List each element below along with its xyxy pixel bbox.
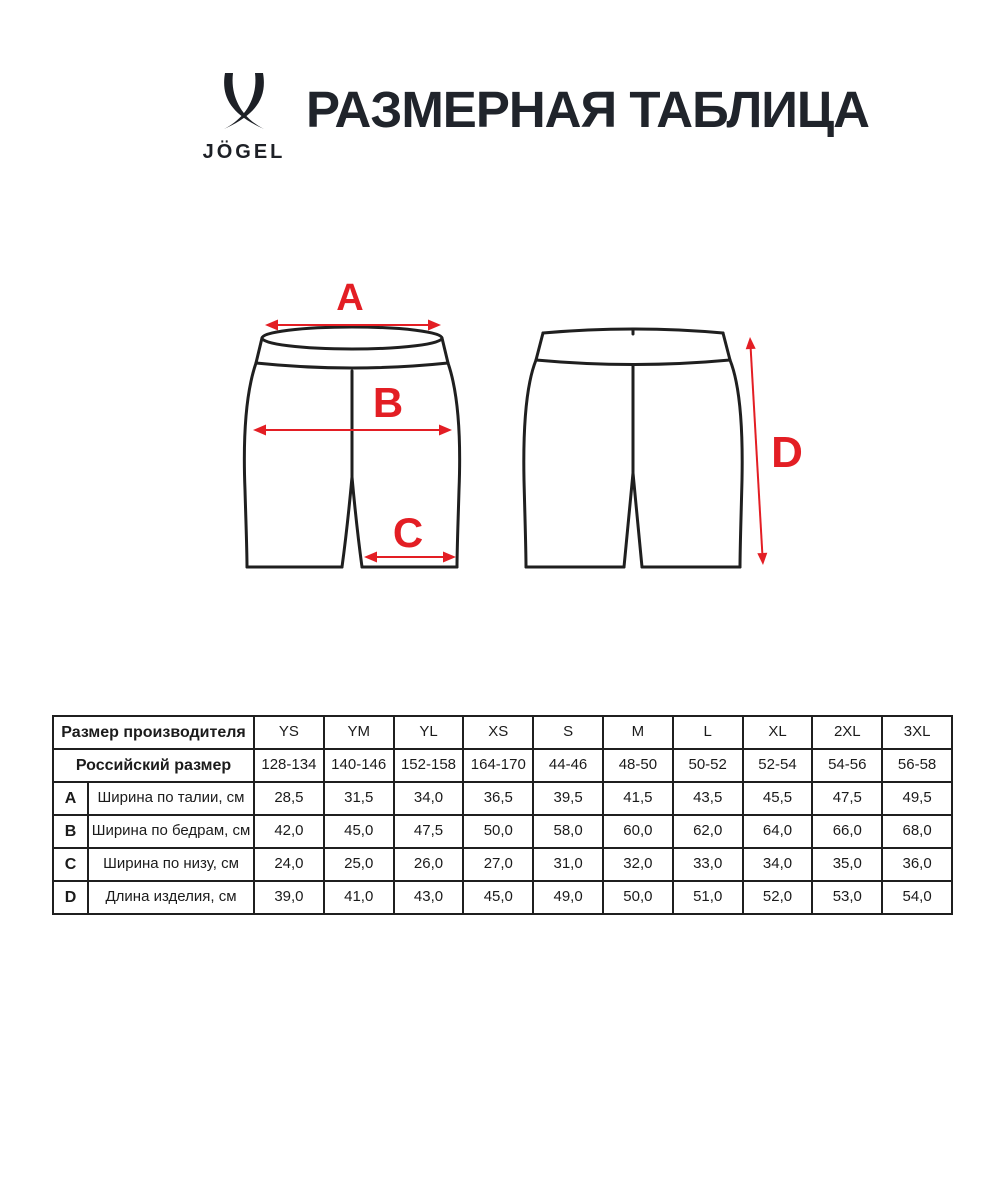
manufacturer-size-header: Размер производителя: [53, 716, 254, 749]
russian-size-header: Российский размер: [53, 749, 254, 782]
value-cell: 45,5: [743, 782, 813, 815]
value-cell: 39,0: [254, 881, 324, 914]
value-cell: 31,5: [324, 782, 394, 815]
size-header-cell: L: [673, 716, 743, 749]
value-cell: 53,0: [812, 881, 882, 914]
table-row-manufacturer-sizes: [53, 716, 952, 749]
size-header-cell: S: [533, 716, 603, 749]
shorts-outlines: [244, 327, 742, 567]
value-cell: 35,0: [812, 848, 882, 881]
value-cell: 45,0: [324, 815, 394, 848]
value-cell: 25,0: [324, 848, 394, 881]
value-cell: 34,0: [394, 782, 464, 815]
size-header-cell: 3XL: [882, 716, 952, 749]
value-cell: 43,0: [394, 881, 464, 914]
table-row-russian-sizes: [53, 749, 952, 782]
value-cell: 34,0: [743, 848, 813, 881]
size-header-cell: YM: [324, 716, 394, 749]
value-cell: 36,5: [463, 782, 533, 815]
russian-size-cell: 164-170: [463, 749, 533, 782]
russian-size-cell: 152-158: [394, 749, 464, 782]
value-cell: 31,0: [533, 848, 603, 881]
value-cell: 33,0: [673, 848, 743, 881]
russian-size-cell: 50-52: [673, 749, 743, 782]
value-cell: 64,0: [743, 815, 813, 848]
value-cell: 49,5: [882, 782, 952, 815]
size-header-cell: XS: [463, 716, 533, 749]
value-cell: 50,0: [463, 815, 533, 848]
param-name-cell: Ширина по бедрам, см: [88, 815, 254, 848]
value-cell: 26,0: [394, 848, 464, 881]
value-cell: 52,0: [743, 881, 813, 914]
value-cell: 68,0: [882, 815, 952, 848]
size-header-cell: YL: [394, 716, 464, 749]
dim-letter-cell: A: [53, 782, 88, 815]
size-header-cell: YS: [254, 716, 324, 749]
value-cell: 62,0: [673, 815, 743, 848]
jogel-logo-icon: [222, 72, 266, 131]
russian-size-cell: 56-58: [882, 749, 952, 782]
value-cell: 39,5: [533, 782, 603, 815]
value-cell: 27,0: [463, 848, 533, 881]
table-row-length: [53, 881, 952, 914]
size-header-cell: 2XL: [812, 716, 882, 749]
param-name-cell: Длина изделия, см: [88, 881, 254, 914]
dim-letter-cell: C: [53, 848, 88, 881]
dim-letter-cell: B: [53, 815, 88, 848]
russian-size-cell: 44-46: [533, 749, 603, 782]
russian-size-cell: 48-50: [603, 749, 673, 782]
jogel-wordmark: JÖGEL: [202, 141, 286, 163]
value-cell: 58,0: [533, 815, 603, 848]
value-cell: 54,0: [882, 881, 952, 914]
value-cell: 50,0: [603, 881, 673, 914]
arrowheads: [253, 320, 767, 566]
value-cell: 45,0: [463, 881, 533, 914]
value-cell: 42,0: [254, 815, 324, 848]
dim-label-d: D: [771, 428, 803, 477]
shorts-measurement-diagram: [0, 270, 998, 610]
value-cell: 47,5: [812, 782, 882, 815]
size-header-cell: M: [603, 716, 673, 749]
dimension-labels: [336, 277, 803, 556]
value-cell: 32,0: [603, 848, 673, 881]
value-cell: 43,5: [673, 782, 743, 815]
dim-label-c: C: [392, 509, 424, 556]
table-row-waist-width: [53, 782, 952, 815]
param-name-cell: Ширина по талии, см: [88, 782, 254, 815]
table-row-hip-width: [53, 815, 952, 848]
value-cell: 51,0: [673, 881, 743, 914]
value-cell: 66,0: [812, 815, 882, 848]
value-cell: 24,0: [254, 848, 324, 881]
value-cell: 36,0: [882, 848, 952, 881]
dim-label-b: B: [372, 379, 404, 426]
russian-size-cell: 54-56: [812, 749, 882, 782]
param-name-cell: Ширина по низу, см: [88, 848, 254, 881]
size-header-cell: XL: [743, 716, 813, 749]
value-cell: 41,0: [324, 881, 394, 914]
dim-letter-cell: D: [53, 881, 88, 914]
dim-label-a: A: [336, 277, 364, 319]
russian-size-cell: 128-134: [254, 749, 324, 782]
russian-size-cell: 140-146: [324, 749, 394, 782]
jogel-logo: [196, 72, 292, 164]
russian-size-cell: 52-54: [743, 749, 813, 782]
value-cell: 60,0: [603, 815, 673, 848]
dimension-arrows: [253, 320, 767, 566]
size-table: [52, 715, 953, 915]
value-cell: 41,5: [603, 782, 673, 815]
value-cell: 28,5: [254, 782, 324, 815]
value-cell: 47,5: [394, 815, 464, 848]
page-title: РАЗМЕРНАЯ ТАБЛИЦА: [306, 81, 870, 138]
table-row-bottom-width: [53, 848, 952, 881]
value-cell: 49,0: [533, 881, 603, 914]
